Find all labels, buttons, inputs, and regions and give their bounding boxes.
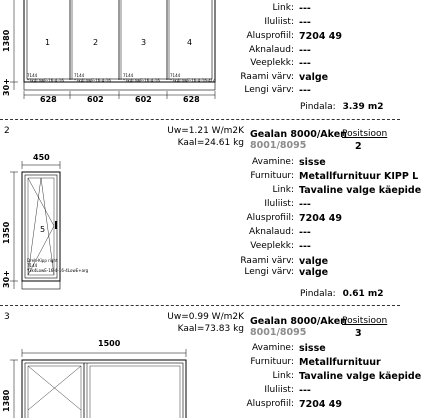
- item-2-label-veeplekk: Veeplekk:: [250, 241, 294, 251]
- item-3-value-iluliist: ---: [299, 385, 311, 396]
- glass-label-1d: 7144: [170, 73, 181, 78]
- window-3-frame: [0, 348, 200, 418]
- item-2-value-avamine: sisse: [299, 157, 326, 168]
- item-1-value-iluliist: ---: [299, 17, 311, 28]
- glass-label-1a: 7144: [27, 73, 38, 78]
- item-1-label-alusprofiil: Alusprofiil:: [246, 31, 294, 41]
- item-2-value-alusprofiil: 7204 49: [299, 213, 342, 224]
- sash-number-1: 1: [45, 38, 51, 47]
- width-dim-1: 628: [40, 95, 57, 104]
- item-2-position-value: 2: [355, 141, 362, 152]
- item-2-area-value: 0.61 m2: [342, 289, 384, 299]
- item-2-glass-note-2: 7144: [27, 263, 38, 268]
- glass-label-1c: 7144: [123, 73, 134, 78]
- item-2-position-label[interactable]: Positsioon: [342, 129, 388, 139]
- item-3-height-dim: 1380: [2, 389, 11, 412]
- item-1-label-lengi-varv: Lengi värv:: [244, 85, 294, 95]
- item-2-code: 8001/8095: [250, 140, 307, 151]
- item-3-label-alusprofiil: Alusprofiil:: [246, 399, 294, 409]
- sash-number-2: 2: [93, 38, 99, 47]
- item-2-label-furnituur: Furnituur:: [250, 171, 294, 181]
- item-2-height-dim: 1350: [2, 221, 11, 244]
- item-1-value-aknalaud: ---: [299, 45, 311, 56]
- item-2-value-lengi-varv: valge: [299, 267, 329, 278]
- item-3-value-furnituur: Metallfurnituur: [299, 357, 381, 368]
- item-2-value-furnituur: Metallfurnituur KIPP L: [299, 171, 419, 182]
- item-1-label-raami-varv: Raami värv:: [240, 72, 294, 82]
- item-2-area-label: Pindala:: [300, 289, 336, 299]
- window-2-frame: [0, 160, 120, 310]
- item-3-value-link: Tavaline valge käepide: [299, 371, 421, 382]
- item-2-label-alusprofiil: Alusprofiil:: [246, 213, 294, 223]
- sash-number-5: 5: [40, 225, 46, 234]
- item-2-value-raami-varv: valge: [299, 256, 329, 267]
- width-dim-3: 602: [135, 95, 152, 104]
- divider-1: [0, 119, 400, 120]
- item-1-label-iluliist: Iluliist:: [264, 17, 294, 27]
- divider-2: [0, 305, 400, 306]
- glass-spec-1d: *3k4LowE-16-4-16-4Lc: [170, 78, 216, 83]
- item-2-height-extra: 30+: [2, 270, 11, 288]
- item-2-index: 2: [4, 126, 10, 136]
- glass-spec-1c: *3k4LowE-16-4-16: [123, 78, 160, 83]
- item-3-uw: Uw=0.99 W/m2K: [167, 312, 244, 322]
- item-1-height-dim: 1380: [2, 29, 11, 52]
- item-2-label-avamine: Avamine:: [251, 157, 294, 167]
- item-1-value-veeplekk: ---: [299, 58, 311, 69]
- item-1-area-value: 3.39 m2: [342, 102, 384, 112]
- item-3-position-label[interactable]: Positsioon: [342, 316, 388, 326]
- item-3-code: 8001/8095: [250, 327, 307, 338]
- item-3-product: Gealan 8000/Aken: [250, 316, 347, 327]
- item-2-label-lengi-varv: Lengi värv:: [244, 267, 294, 277]
- item-2-value-aknalaud: ---: [299, 227, 311, 238]
- item-1-value-link: ---: [299, 3, 311, 14]
- width-dim-2: 602: [87, 95, 104, 104]
- item-2-weight: Kaal=24.61 kg: [177, 138, 244, 148]
- item-2-glass-spec: *3k4LowE-16-4-16-4LowE+arg: [27, 268, 89, 273]
- item-1-label-aknalaud: Aknalaud:: [248, 45, 294, 55]
- item-1-height-extra: 30+: [2, 78, 11, 96]
- item-2-value-link: Tavaline valge käepide: [299, 185, 421, 196]
- item-2-area: [300, 289, 384, 299]
- item-1-value-lengi-varv: ---: [299, 85, 311, 96]
- item-3-label-link: Link:: [272, 371, 294, 381]
- item-2-label-link: Link:: [272, 185, 294, 195]
- glass-spec-1b: *3k4LowE-16-4-16: [74, 78, 111, 83]
- item-2-label-iluliist: Iluliist:: [264, 199, 294, 209]
- item-3-label-avamine: Avamine:: [251, 343, 294, 353]
- item-3-value-alusprofiil: 7204 49: [299, 399, 342, 410]
- item-2-uw: Uw=1.21 W/m2K: [167, 126, 244, 136]
- item-3-label-furnituur: Furnituur:: [250, 357, 294, 367]
- width-dim-4: 628: [183, 95, 200, 104]
- sash-number-4: 4: [187, 38, 193, 47]
- item-3-position-value: 3: [355, 328, 362, 339]
- item-3-width-dim: 1500: [98, 339, 121, 348]
- glass-label-1b: 7144: [74, 73, 85, 78]
- item-1-area: [300, 102, 384, 112]
- item-1-label-veeplekk: Veeplekk:: [250, 58, 294, 68]
- item-3-index: 3: [4, 312, 10, 322]
- item-3-label-iluliist: Iluliist:: [264, 385, 294, 395]
- item-1-value-alusprofiil: 7204 49: [299, 31, 342, 42]
- item-2-label-raami-varv: Raami värv:: [240, 256, 294, 266]
- item-3-value-avamine: sisse: [299, 343, 326, 354]
- item-1-value-raami-varv: valge: [299, 72, 329, 83]
- item-2-width-dim: 450: [33, 153, 50, 162]
- sash-number-3: 3: [141, 38, 147, 47]
- item-2-label-aknalaud: Aknalaud:: [248, 227, 294, 237]
- item-1-area-label: Pindala:: [300, 102, 336, 112]
- item-2-value-iluliist: ---: [299, 199, 311, 210]
- item-2-value-veeplekk: ---: [299, 241, 311, 252]
- item-1-label-link: Link:: [272, 3, 294, 13]
- glass-spec-1a: *3k4LowE-16-4-16: [27, 78, 64, 83]
- item-3-weight: Kaal=73.83 kg: [177, 324, 244, 334]
- item-2-glass-note-1: Dreh-Kipp right: [27, 258, 58, 263]
- item-2-product: Gealan 8000/Aken: [250, 129, 347, 140]
